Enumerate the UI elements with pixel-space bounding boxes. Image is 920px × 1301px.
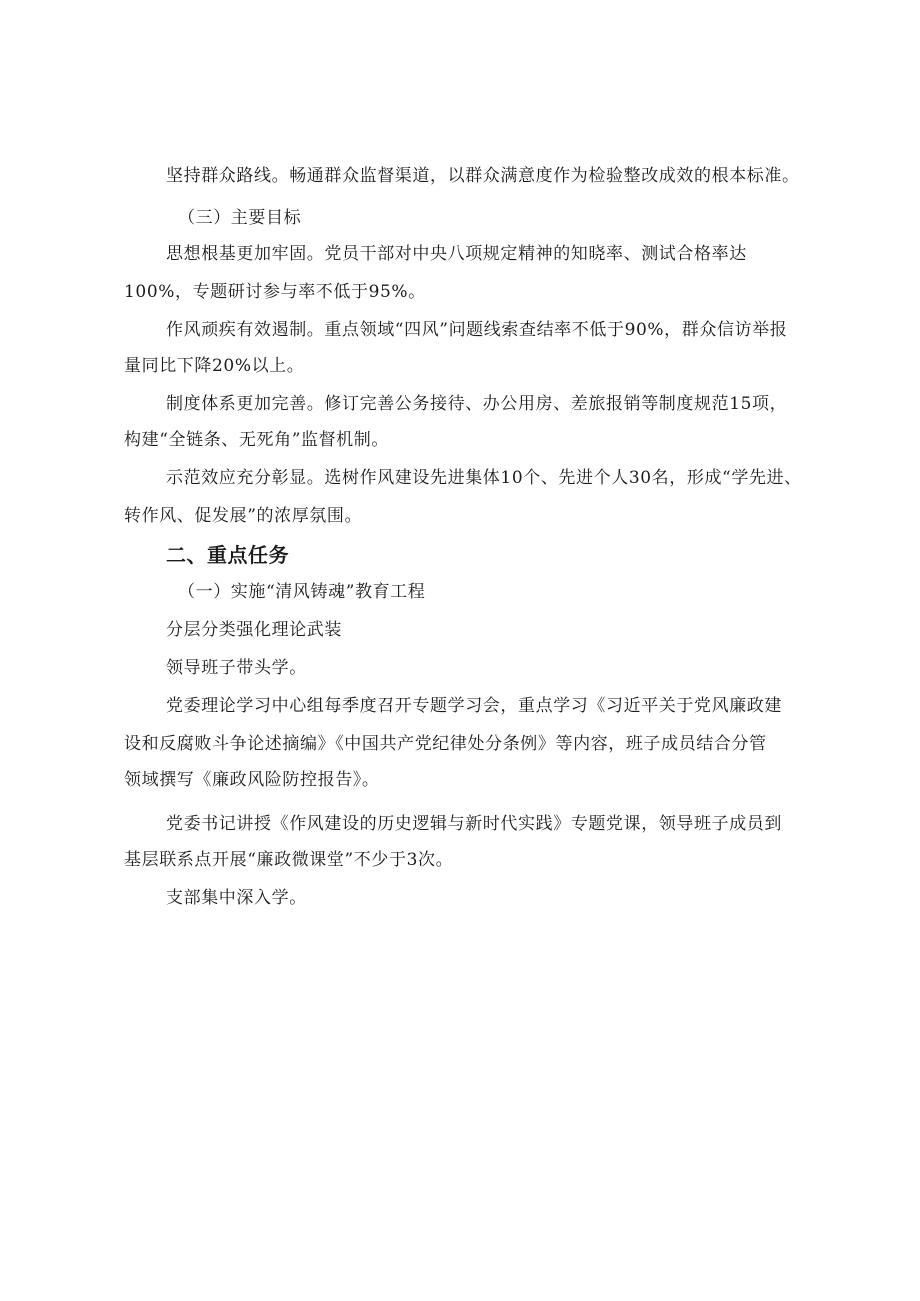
text-line: 设和反腐败斗争论述摘编》《中国共产党纪律处分条例》等内容，班子成员结合分管 [124,734,767,754]
text-line: 作风顽疾有效遏制。重点领域“四风”问题线索查结率不低于90%，群众信访举报 [166,320,788,340]
text-line: 支部集中深入学。 [166,888,307,908]
text-line: 思想根基更加牢固。党员干部对中央八项规定精神的知晓率、测试合格率达 [166,244,747,264]
text-line: 领域撰写《廉政风险防控报告》。 [124,770,380,790]
text-line: 构建“全链条、无死角”监督机制。 [124,430,389,450]
text-line: 分层分类强化理论武装 [166,620,342,640]
text-line: 示范效应充分彰显。选树作风建设先进集体10个、先进个人30名，形成“学先进、 [166,468,802,488]
text-line: 坚持群众路线。畅通群众监督渠道，以群众满意度作为检验整改成效的根本标准。 [166,166,800,186]
text-line: 量同比下降20%以上。 [124,356,305,376]
text-line: 党委书记讲授《作风建设的历史逻辑与新时代实践》专题党课，领导班子成员到 [166,814,782,834]
subsection-heading: （一）实施“清风铸魂”教育工程 [178,582,426,602]
text-line: 基层联系点开展“廉政微课堂”不少于3次。 [124,850,454,870]
text-line: 党委理论学习中心组每季度召开专题学习会，重点学习《习近平关于党风廉政建 [166,696,782,716]
section-heading: 二、重点任务 [166,543,289,567]
text-line: 制度体系更加完善。修订完善公务接待、办公用房、差旅报销等制度规范15项， [166,394,788,414]
subsection-heading: （三）主要目标 [178,208,302,228]
text-line: 领导班子带头学。 [166,658,307,678]
text-line: 100%，专题研讨参与率不低于95%。 [124,282,426,302]
text-line: 转作风、促发展”的浓厚氛围。 [124,506,363,526]
